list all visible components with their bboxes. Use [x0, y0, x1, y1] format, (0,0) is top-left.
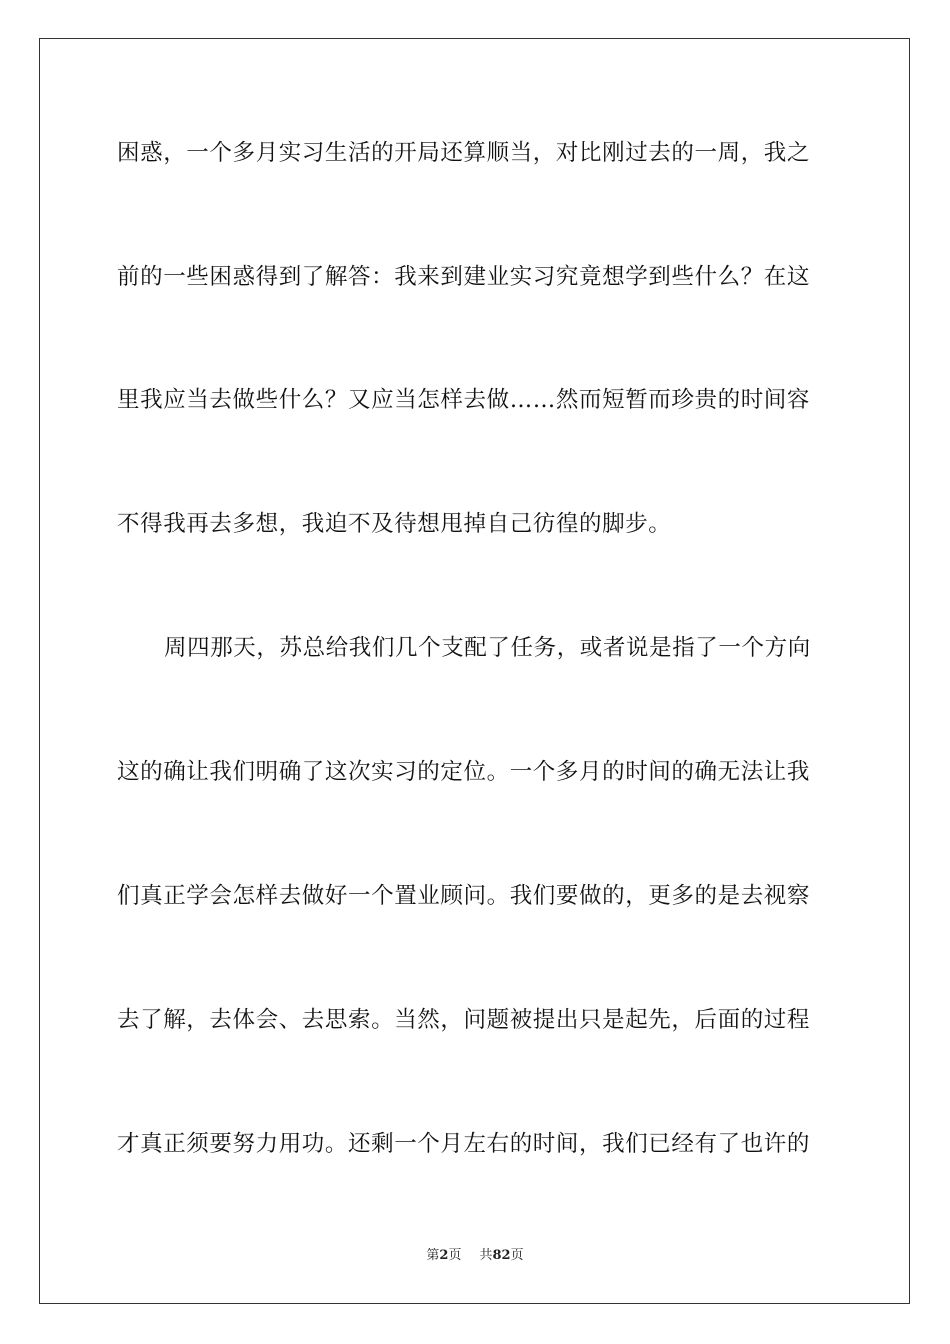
text-line-2: 前的一些困惑得到了解答：我来到建业实习究竟想学到些什么？在这 [117, 264, 811, 290]
total-pages: 82 [492, 1248, 511, 1263]
text-line-3: 里我应当去做些什么？又应当怎样去做……然而短暂而珍贵的时间容 [117, 387, 811, 413]
page-number: 2 [439, 1248, 449, 1263]
text-line-6: 这的确让我们明确了这次实习的定位。一个多月的时间的确无法让我 [117, 759, 811, 785]
total-prefix: 共 [479, 1248, 493, 1263]
page-prefix: 第 [426, 1248, 440, 1263]
text-line-8: 去了解，去体会、去思索。当然，问题被提出只是起先，后面的过程 [117, 1007, 811, 1033]
page-border [39, 38, 910, 1304]
text-line-1: 困惑，一个多月实习生活的开局还算顺当，对比刚过去的一周，我之 [117, 140, 811, 166]
text-line-7: 们真正学会怎样去做好一个置业顾问。我们要做的，更多的是去视察 [117, 883, 811, 909]
page-suffix: 页 [448, 1248, 462, 1263]
text-line-9: 才真正须要努力用功。还剩一个月左右的时间，我们已经有了也许的 [117, 1131, 811, 1157]
text-line-4: 不得我再去多想，我迫不及待想甩掉自己彷徨的脚步。 [117, 511, 672, 537]
total-suffix: 页 [510, 1248, 524, 1263]
text-line-5-paragraph-start: 周四那天，苏总给我们几个支配了任务，或者说是指了一个方向 [164, 635, 811, 661]
page-footer [0, 1247, 950, 1265]
